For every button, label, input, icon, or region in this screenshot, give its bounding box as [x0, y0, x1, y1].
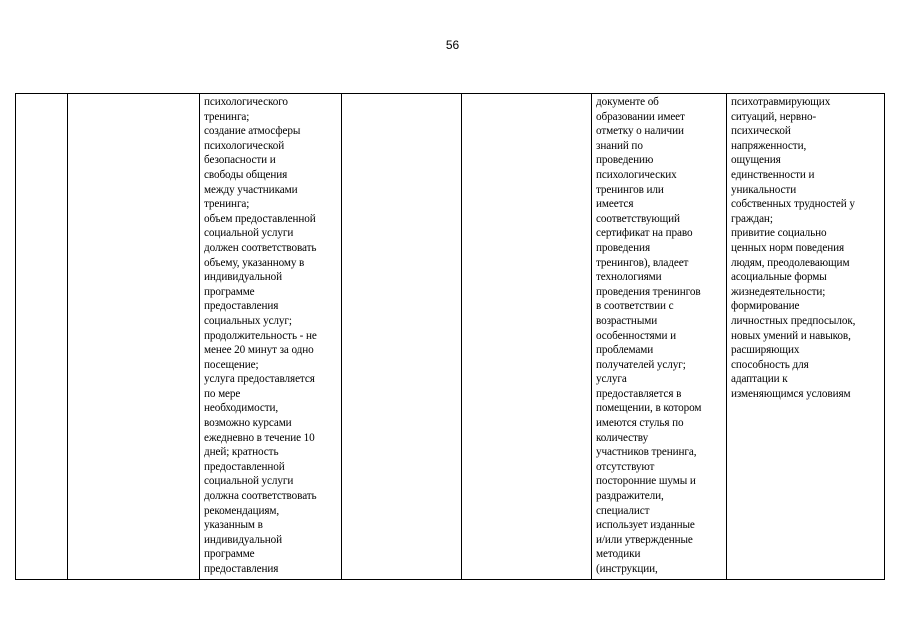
cell-text-line: посторонние шумы и [596, 475, 696, 488]
table-cell-col1 [16, 94, 68, 579]
cell-text-line: методики [596, 548, 641, 561]
cell-text-line: продолжительность - не [204, 329, 317, 342]
cell-text-line: предоставляется в [596, 387, 682, 400]
cell-text-line: посещение; [204, 358, 259, 371]
cell-text-line: знаний по [596, 139, 643, 152]
cell-text-line: в соответствии с [596, 300, 674, 313]
cell-text-line: проведения [596, 241, 650, 254]
cell-text-line: количеству [596, 431, 649, 444]
cell-text-line: психологических [596, 168, 677, 181]
cell-text-line: граждан; [731, 212, 773, 225]
cell-text-line: имеются стулья по [596, 417, 684, 430]
cell-text-line: ежедневно в течение 10 [204, 431, 315, 444]
cell-text-line: индивидуальной [204, 533, 282, 546]
cell-text-line: между участниками [204, 183, 298, 196]
cell-text-line: ситуаций, нервно- [731, 110, 817, 123]
cell-text-line: социальной услуги [204, 227, 294, 240]
cell-text-line: технологиями [596, 271, 662, 284]
page-number: 56 [445, 38, 460, 52]
cell-text-line: имеется [596, 198, 634, 211]
cell-text-line: должен соответствовать [204, 241, 317, 254]
cell-text-line: соответствующий [596, 212, 680, 225]
cell-text-line: новых умений и навыков, [731, 329, 851, 342]
cell-text-line: свободы общения [204, 168, 288, 181]
cell-text-line: адаптации к [731, 373, 788, 386]
cell-text-line: особенностями и [596, 329, 676, 342]
cell-text-line: отсутствуют [596, 460, 655, 473]
cell-text-line: создание атмосферы [204, 125, 301, 138]
cell-text-line: документе об [596, 96, 659, 108]
table-cell-col2 [68, 94, 200, 579]
table-cell-conditions [592, 94, 727, 579]
cell-text-line: проблемами [596, 344, 654, 357]
cell-text-line: асоциальные формы [731, 271, 827, 284]
cell-text-line: и/или утвержденные [596, 533, 693, 546]
cell-text-line: жизнедеятельности; [731, 285, 826, 298]
cell-text-line: тренинга; [204, 198, 250, 211]
cell-text-line: собственных трудностей у [731, 198, 855, 211]
cell-text-line: отметку о наличии [596, 125, 684, 138]
table-cell-results [727, 94, 884, 579]
cell-text-line: программе [204, 285, 255, 298]
table-cell-col4 [342, 94, 462, 579]
cell-text-line: рекомендациям, [204, 504, 280, 517]
cell-text-line: психологической [204, 139, 285, 152]
cell-text-line: указанным в [204, 519, 263, 532]
cell-text-line: безопасности и [204, 154, 276, 167]
cell-text-line: людям, преодолевающим [731, 256, 850, 269]
cell-text-line: образовании имеет [596, 110, 685, 123]
cell-text-line: использует изданные [596, 519, 695, 532]
cell-text-line: проведению [596, 154, 654, 167]
cell-text-line: программе [204, 548, 255, 561]
cell-text-line: привитие социально [731, 227, 827, 240]
cell-text-line: изменяющимся условиям [731, 387, 851, 400]
cell-text-line: способность для [731, 358, 809, 371]
cell-text-line: ощущения [731, 154, 781, 167]
cell-text-line: сертификат на право [596, 227, 693, 240]
cell-text-line: возможно курсами [204, 417, 292, 430]
cell-text-line: участников тренинга, [596, 446, 697, 459]
cell-text-line: возрастными [596, 314, 658, 327]
cell-text-line: услуга предоставляется [204, 373, 315, 386]
cell-text-line: менее 20 минут за одно [204, 344, 314, 357]
cell-text-line: по мере [204, 387, 241, 400]
cell-text-line: услуга [596, 373, 627, 386]
cell-text-line: формирование [731, 300, 800, 313]
cell-text-line: специалист [596, 504, 650, 517]
cell-text-line: должна соответствовать [204, 490, 317, 503]
cell-text-line: тренинга; [204, 110, 250, 123]
cell-text-line: необходимости, [204, 402, 279, 415]
cell-text-line: единственности и [731, 168, 815, 181]
cell-text-line: психотравмирующих [731, 96, 831, 108]
cell-text-line: психологического [204, 96, 288, 108]
cell-text-line: дней; кратность [204, 446, 279, 459]
cell-text-line: расширяющих [731, 344, 800, 357]
cell-text-line: социальных услуг; [204, 314, 292, 327]
cell-text-line: предоставления [204, 563, 279, 575]
cell-text-line: (инструкции, [596, 563, 658, 575]
standards-table [15, 93, 885, 580]
cell-text-line: помещении, в котором [596, 402, 702, 415]
table-cell-col5 [462, 94, 592, 579]
cell-text-line: ценных норм поведения [731, 241, 845, 254]
cell-text-line: социальной услуги [204, 475, 294, 488]
cell-text-line: получателей услуг; [596, 358, 686, 371]
cell-text-line: раздражители, [596, 490, 664, 503]
cell-text-line: психической [731, 125, 791, 138]
cell-text-line: предоставленной [204, 460, 285, 473]
cell-text-line: предоставления [204, 300, 279, 313]
cell-text-line: индивидуальной [204, 271, 282, 284]
cell-text-line: напряженности, [731, 139, 807, 152]
cell-text-line: личностных предпосылок, [731, 314, 856, 327]
cell-text-line: тренингов), владеет [596, 256, 689, 269]
cell-text-line: тренингов или [596, 183, 664, 196]
cell-text-line: проведения тренингов [596, 285, 701, 298]
cell-text-line: объем предоставленной [204, 212, 316, 225]
table-cell-requirements [200, 94, 342, 579]
cell-text-line: уникальности [731, 183, 797, 196]
cell-text-line: объему, указанному в [204, 256, 305, 269]
